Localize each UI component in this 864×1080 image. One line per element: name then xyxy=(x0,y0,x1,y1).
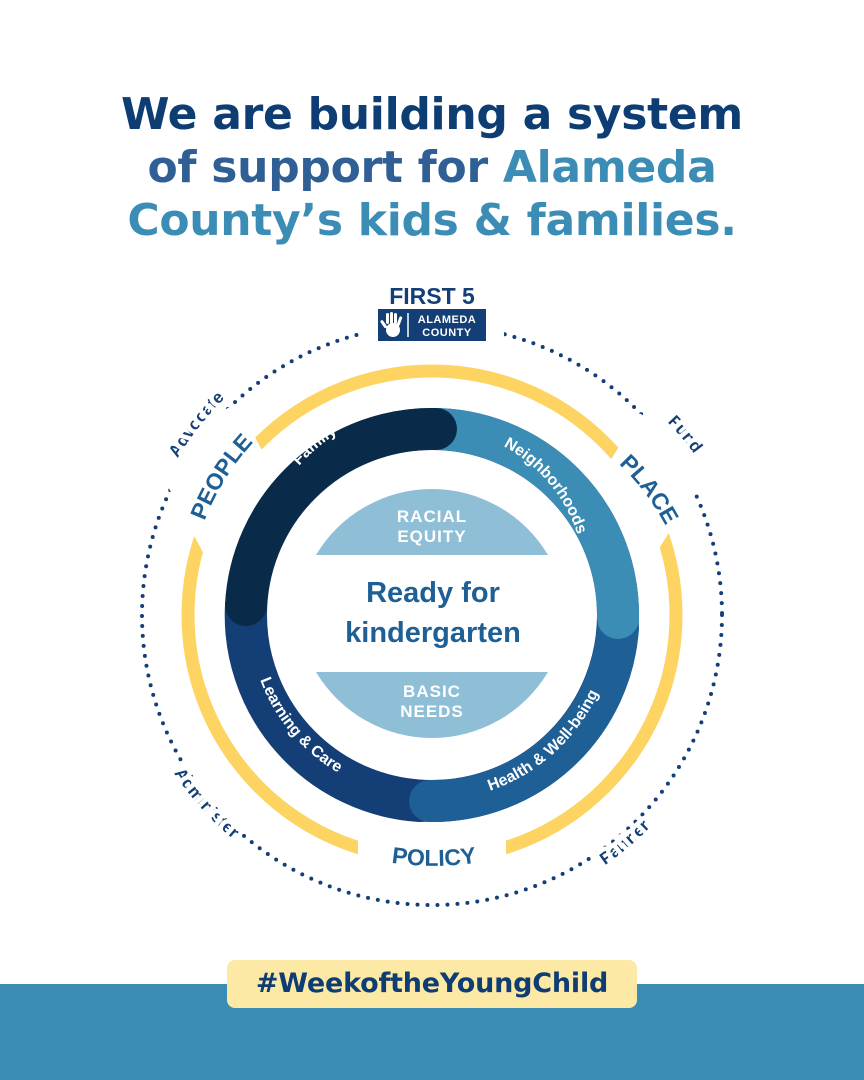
basic-needs-line-1: BASIC xyxy=(403,682,461,701)
hashtag-badge: #WeekoftheYoungChild xyxy=(227,960,637,1008)
ring-label-place: PLACE xyxy=(615,449,684,529)
segment-label-family: Family xyxy=(289,422,340,469)
role-label-partner: Partner xyxy=(596,816,654,869)
center-main-line-2: kindergarten xyxy=(345,617,521,649)
first5-logo xyxy=(378,283,486,341)
headline-line-2-a: of support for xyxy=(147,142,488,193)
segment-label-health: Health & Well-being xyxy=(485,687,603,795)
headline-line-1: We are building a system xyxy=(121,89,743,140)
ring-label-policy: POLICY xyxy=(390,841,478,871)
racial-equity-line-1: RACIAL xyxy=(396,507,468,526)
headline-line-3: County’s kids & families. xyxy=(127,195,737,246)
role-label-administer: Administer xyxy=(170,764,243,843)
racial-equity-line-2: EQUITY xyxy=(397,527,467,546)
logo-county: COUNTY xyxy=(422,327,472,339)
headline-line-2-b: Alameda xyxy=(502,142,717,193)
role-label-fund: Fund xyxy=(664,411,707,457)
logo-alameda: ALAMEDA xyxy=(417,314,477,326)
role-label-advocate: Advocate xyxy=(164,387,228,461)
basic-needs-line-2: NEEDS xyxy=(400,702,464,721)
segment-label-learning: Learning & Care xyxy=(256,674,345,777)
segment-label-neighborhoods: Neighborhoods xyxy=(501,434,590,537)
ring-label-people: PEOPLE xyxy=(185,428,258,523)
center-main-line-1: Ready for xyxy=(366,577,500,609)
logo-first5: FIRST 5 xyxy=(389,283,475,309)
